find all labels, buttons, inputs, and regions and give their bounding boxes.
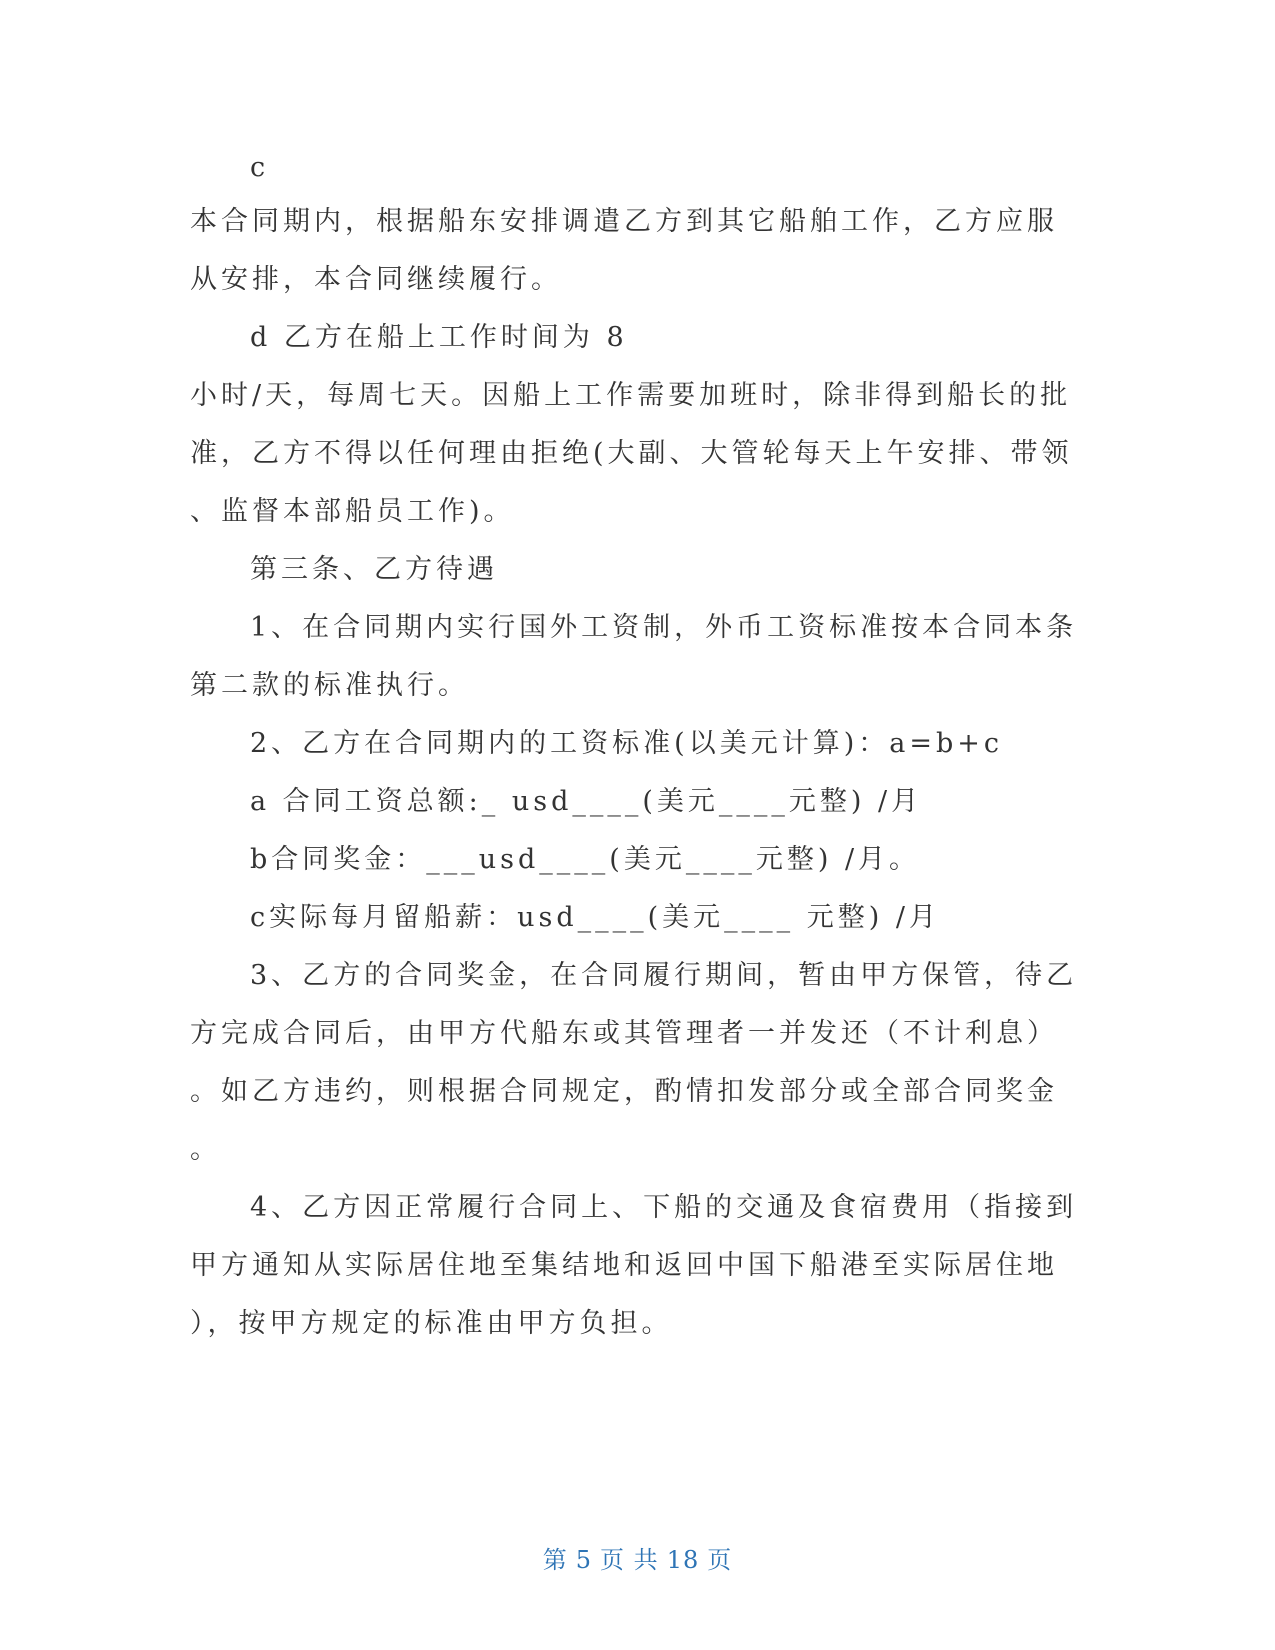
text-line: 2、乙方在合同期内的工资标准(以美元计算)：a=b+c (250, 728, 1003, 759)
footer-total-pages: 18 (666, 1546, 700, 1574)
footer-middle: 页 共 (600, 1546, 659, 1574)
text-line: 第二款的标准执行。 (190, 670, 469, 701)
text-line: 、监督本部船员工作)。 (190, 496, 515, 527)
text-line: 准，乙方不得以任何理由拒绝(大副、大管轮每天上午安排、带领 (190, 438, 1073, 469)
text-line: 4、乙方因正常履行合同上、下船的交通及食宿费用（指接到 (250, 1192, 1078, 1223)
text-line: 方完成合同后，由甲方代船东或其管理者一并发还（不计利息） (190, 1018, 1058, 1049)
text-line: 本合同期内，根据船东安排调遣乙方到其它船舶工作，乙方应服 (190, 206, 1058, 237)
text-line: 从安排，本合同继续履行。 (190, 264, 562, 295)
text-line: b合同奖金：___usd____(美元____元整) /月。 (250, 844, 921, 875)
text-line: 。如乙方违约，则根据合同规定，酌情扣发部分或全部合同奖金 (190, 1076, 1058, 1107)
footer-page-number: 5 (575, 1546, 593, 1574)
text-line: a 合同工资总额:_ usd____(美元____元整) /月 (250, 786, 923, 817)
page-footer (0, 1540, 1275, 1575)
footer-prefix: 第 (542, 1546, 568, 1574)
text-line: ），按甲方规定的标准由甲方负担。 (190, 1308, 673, 1339)
text-line: 1、在合同期内实行国外工资制，外币工资标准按本合同本条 (250, 612, 1078, 643)
footer-suffix: 页 (707, 1546, 733, 1574)
text-line: c (250, 152, 270, 183)
text-line: 3、乙方的合同奖金，在合同履行期间，暂由甲方保管，待乙 (250, 960, 1078, 991)
section-heading: 第三条、乙方待遇 (250, 554, 498, 585)
text-line: c实际每月留船薪：usd____(美元____ 元整) /月 (250, 902, 940, 933)
text-line: d 乙方在船上工作时间为 8 (250, 322, 628, 353)
text-line: 甲方通知从实际居住地至集结地和返回中国下船港至实际居住地 (190, 1250, 1058, 1281)
text-line: 小时/天，每周七天。因船上工作需要加班时，除非得到船长的批 (190, 380, 1072, 411)
text-line: 。 (190, 1134, 221, 1165)
